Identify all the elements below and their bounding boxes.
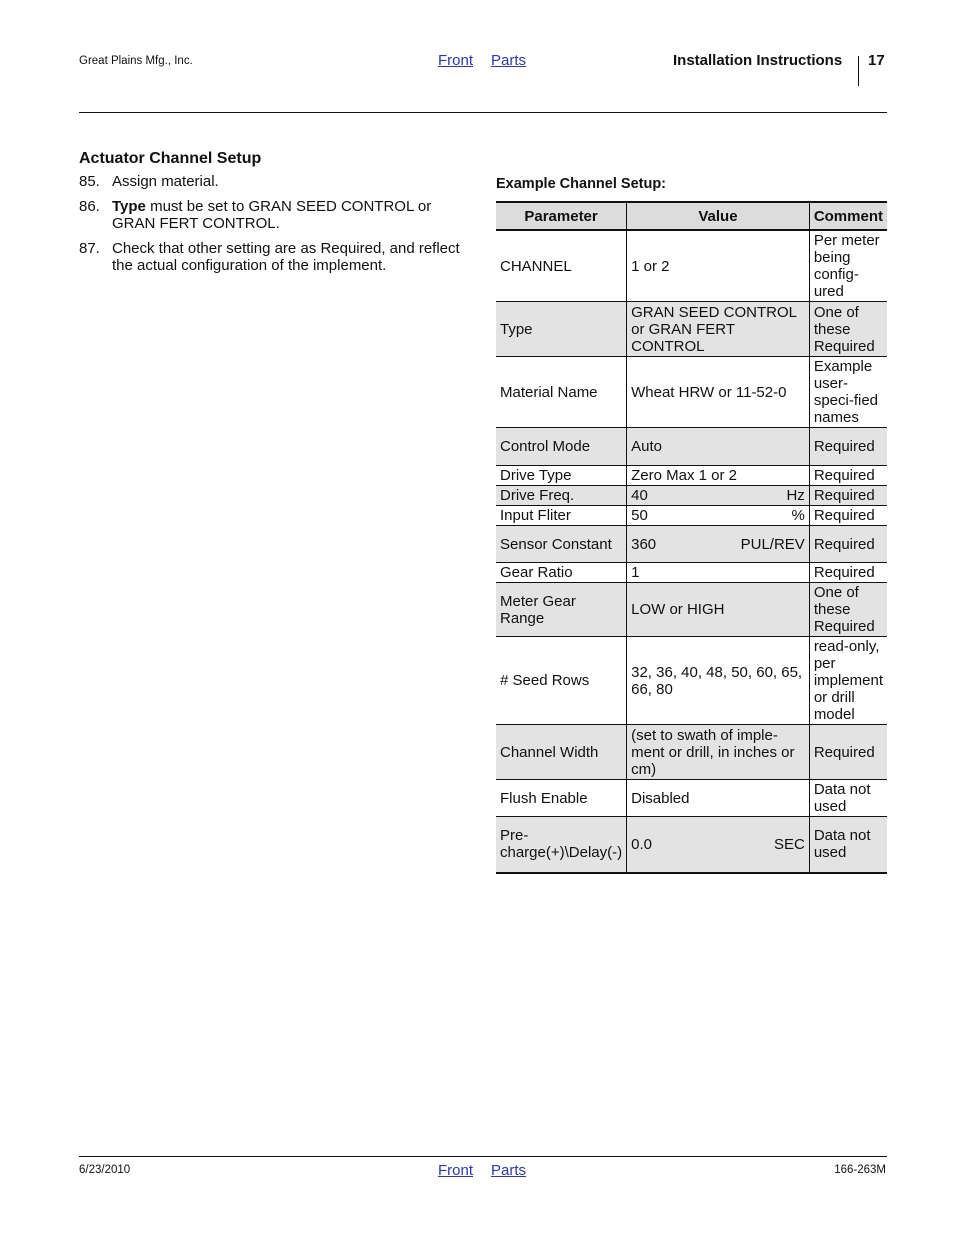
- footer-front-link[interactable]: Front: [438, 1162, 474, 1179]
- parameter-cell: Input Fliter: [496, 506, 627, 526]
- value-unit: %: [791, 507, 805, 524]
- parameter-cell: CHANNEL: [496, 230, 627, 302]
- step-item: [79, 173, 464, 190]
- column-header-comment: Comment: [809, 202, 887, 230]
- value-text: Zero Max 1 or 2: [631, 467, 737, 484]
- parameter-cell: Drive Type: [496, 466, 627, 486]
- table-row: [496, 637, 887, 725]
- value-cell: [627, 357, 810, 428]
- value-text: 50: [631, 507, 648, 524]
- value-text: 1 or 2: [631, 257, 670, 275]
- value-unit: Hz: [786, 487, 805, 504]
- table-row: [496, 725, 887, 780]
- step-text-rest: must be set to GRAN SEED CONTROL or GRAN FERT CONTROL.: [112, 198, 432, 232]
- step-number: 86.: [79, 198, 100, 215]
- table-row: [496, 563, 887, 583]
- step-item: [79, 198, 464, 232]
- footer-parts-link[interactable]: Parts: [491, 1162, 527, 1179]
- value-cell: [627, 817, 810, 873]
- parts-link[interactable]: Parts: [491, 52, 527, 69]
- company-name: Great Plains Mfg., Inc.: [79, 55, 193, 67]
- value-unit: SEC: [773, 835, 805, 853]
- section-heading: Actuator Channel Setup: [79, 150, 262, 167]
- value-cell: [627, 302, 810, 357]
- comment-cell: Example user-speci-fied names: [809, 357, 887, 428]
- comment-cell: Required: [809, 466, 887, 486]
- comment-cell: One of these Required: [809, 583, 887, 637]
- comment-cell: One of these Required: [809, 302, 887, 357]
- parameter-cell: Sensor Constant: [496, 526, 627, 563]
- column-header-value: Value: [627, 202, 810, 230]
- column-header-parameter: Parameter: [496, 202, 627, 230]
- table-row: [496, 302, 887, 357]
- step-number: 87.: [79, 240, 100, 257]
- step-text: [112, 198, 464, 232]
- footer-rule: [79, 1156, 887, 1157]
- parameter-cell: Control Mode: [496, 428, 627, 466]
- value-cell: [627, 637, 810, 725]
- page-number: 17: [868, 52, 885, 69]
- value-text: (set to swath of imple-ment or drill, in inches or cm): [631, 726, 795, 778]
- parameter-cell: Gear Ratio: [496, 563, 627, 583]
- parameter-cell: Material Name: [496, 357, 627, 428]
- value-cell: [627, 780, 810, 817]
- value-text: 360: [631, 535, 657, 553]
- step-text: Assign material.: [112, 173, 219, 190]
- value-text: 1: [631, 564, 640, 581]
- table-title: Example Channel Setup:: [496, 176, 667, 192]
- document-title: Installation Instructions: [673, 52, 843, 69]
- comment-cell: read-only, per implement or drill model: [809, 637, 887, 725]
- value-text: Auto: [631, 438, 662, 455]
- parameter-cell: # Seed Rows: [496, 637, 627, 725]
- value-cell: [627, 466, 810, 486]
- value-text: GRAN SEED CONTROL or GRAN FERT CONTROL: [631, 303, 797, 355]
- parameter-cell: Meter Gear Range: [496, 583, 627, 637]
- value-cell: [627, 583, 810, 637]
- value-cell: [627, 428, 810, 466]
- table-row: [496, 357, 887, 428]
- table-row: [496, 526, 887, 563]
- table-row: [496, 466, 887, 486]
- value-text: Disabled: [631, 789, 690, 807]
- channel-setup-table: [496, 201, 887, 874]
- page-divider: [858, 56, 859, 86]
- value-cell: [627, 230, 810, 302]
- value-text: Wheat HRW or 11-52-0: [631, 383, 787, 401]
- header-rule: [79, 112, 887, 113]
- value-text: 0.0: [631, 835, 652, 853]
- table-header-row: [496, 202, 887, 230]
- table-row: [496, 583, 887, 637]
- table-row: [496, 817, 887, 873]
- comment-cell: Data not used: [809, 817, 887, 873]
- comment-cell: Required: [809, 563, 887, 583]
- value-text: LOW or HIGH: [631, 601, 725, 618]
- comment-cell: Required: [809, 428, 887, 466]
- value-cell: [627, 506, 810, 526]
- step-text: Check that other setting are as Required, and reflect the actual configuration of the implement.: [112, 240, 460, 274]
- step-keyword: Type: [112, 198, 146, 215]
- comment-cell: Per meter being config-ured: [809, 230, 887, 302]
- document-number: 166-263M: [834, 1164, 886, 1176]
- step-number: 85.: [79, 173, 100, 190]
- value-text: 32, 36, 40, 48, 50, 60, 65, 66, 80: [631, 663, 803, 698]
- comment-cell: Required: [809, 486, 887, 506]
- value-cell: [627, 526, 810, 563]
- parameter-cell: Channel Width: [496, 725, 627, 780]
- table-row: [496, 780, 887, 817]
- table-row: [496, 428, 887, 466]
- step-item: [79, 240, 464, 274]
- front-link[interactable]: Front: [438, 52, 474, 69]
- parameter-cell: Flush Enable: [496, 780, 627, 817]
- value-cell: [627, 563, 810, 583]
- footer-date: 6/23/2010: [79, 1164, 131, 1176]
- table-row: [496, 506, 887, 526]
- comment-cell: Required: [809, 725, 887, 780]
- parameter-cell: Drive Freq.: [496, 486, 627, 506]
- table-body: [496, 230, 887, 873]
- value-text: 40: [631, 487, 648, 504]
- comment-cell: Required: [809, 526, 887, 563]
- parameter-cell: Pre-charge(+)\Delay(-): [496, 817, 627, 873]
- comment-cell: Required: [809, 506, 887, 526]
- parameter-cell: Type: [496, 302, 627, 357]
- value-cell: [627, 725, 810, 780]
- comment-cell: Data not used: [809, 780, 887, 817]
- value-unit: PUL/REV: [740, 535, 805, 553]
- table-row: [496, 230, 887, 302]
- table-row: [496, 486, 887, 506]
- value-cell: [627, 486, 810, 506]
- step-list: [79, 173, 464, 282]
